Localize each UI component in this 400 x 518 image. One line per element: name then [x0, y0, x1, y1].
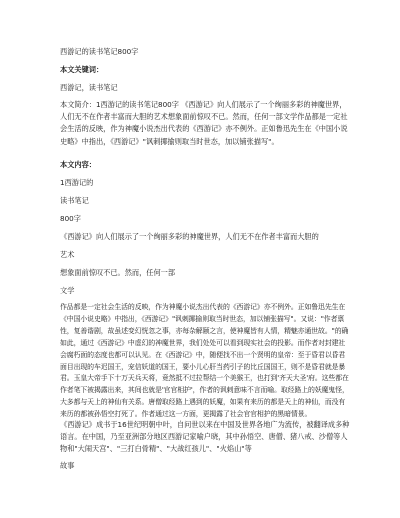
- content-paragraph-4: 《西游记》成书于16世纪明朝中叶，自问世以来在中国及世界各地广为流传，被翻译成多种语言。在中国，乃至亚洲部分地区西游记家喻户晓，其中孙悟空、唐僧、猪八戒、沙僧等人物和"大闹天宫"、"三打白骨精"、"大战红孩儿"、"火焰山"等: [60, 420, 350, 454]
- content-line-literature: 文学: [60, 286, 75, 295]
- content-line-3: 800字: [60, 214, 81, 223]
- content-paragraph-3: 作品都是一定社会生活的反映，作为神魔小说杰出代表的《西游记》亦不例外。正如鲁迅先生在《中国小说史略》中指出，《西游记》"讽刺揶揄则取当时世态，加以铺张描写"。又说："作者禀性，复善谐剧，故虽述变幻恍忽之事，亦每杂解颐之言，使神魔皆有人情，精魅亦通世故。"的确如此，通过《西游记》中虚幻的神魔世界，我们处处可以看到现实社会的投影。而作者对封建社会腐朽面的态度也都可以认见。在《西游记》中，随便找不出一个贤明的皇帝：至于昏君以昏君面目出现的车迟国王，宠信妖道的国王，要小儿心肝当药引子的比丘国国王，则不是昏君就是暴君。玉皇大帝手下十万天兵天将，竟然抵不过拉帮结一个美猴王，也打到'齐天大圣'府。这些都在作者笔下被揭露出来，其间也就是'官官相护'，作者的讽刺意味不言而喻。取经路上的妖魔鬼怪，大多都与天上的神仙有关系。唐僧取经路上遇到的妖魔，如果有来历的都是天上的神仙，而没有来历的都被孙悟空打死了。作者通过这一方面，更揭露了社会官官相护的黑暗情景。: [60, 303, 349, 419]
- content-paragraph-1: 《西游记》向人们展示了一个绚丽多彩的神魔世界，人们无不在作者丰富而大胆的: [60, 232, 319, 241]
- document-title: 西游记的读书笔记800字: [60, 47, 139, 56]
- content-line-story: 故事: [60, 461, 75, 470]
- summary-paragraph: 本文简介：1西游记的读书笔记800字 《西游记》向人们展示了一个绚丽多彩的神魔世界，人们无不在作者丰富而大胆的艺术想象面前惊叹不已。然而，任何一部文学作品都是一定社会生活的反映，作为神魔小说杰出代表的《西游记》亦不例外。正如鲁迅先生在《中国小说史略》中指出，《西游记》"讽刺揶揄则取当时世态，加以铺张描写"。: [60, 100, 348, 146]
- keywords-text: 西游记，读书笔记: [60, 83, 118, 92]
- content-line-2: 读书笔记: [60, 196, 89, 205]
- content-paragraph-2: 想象面前惊叹不已。然而，任何一部: [60, 268, 176, 277]
- content-heading: 本文内容：: [60, 160, 96, 169]
- keywords-heading: 本文关键词：: [60, 65, 104, 74]
- content-line-art: 艺术: [60, 250, 75, 259]
- content-line-1: 1西游记的: [60, 178, 94, 187]
